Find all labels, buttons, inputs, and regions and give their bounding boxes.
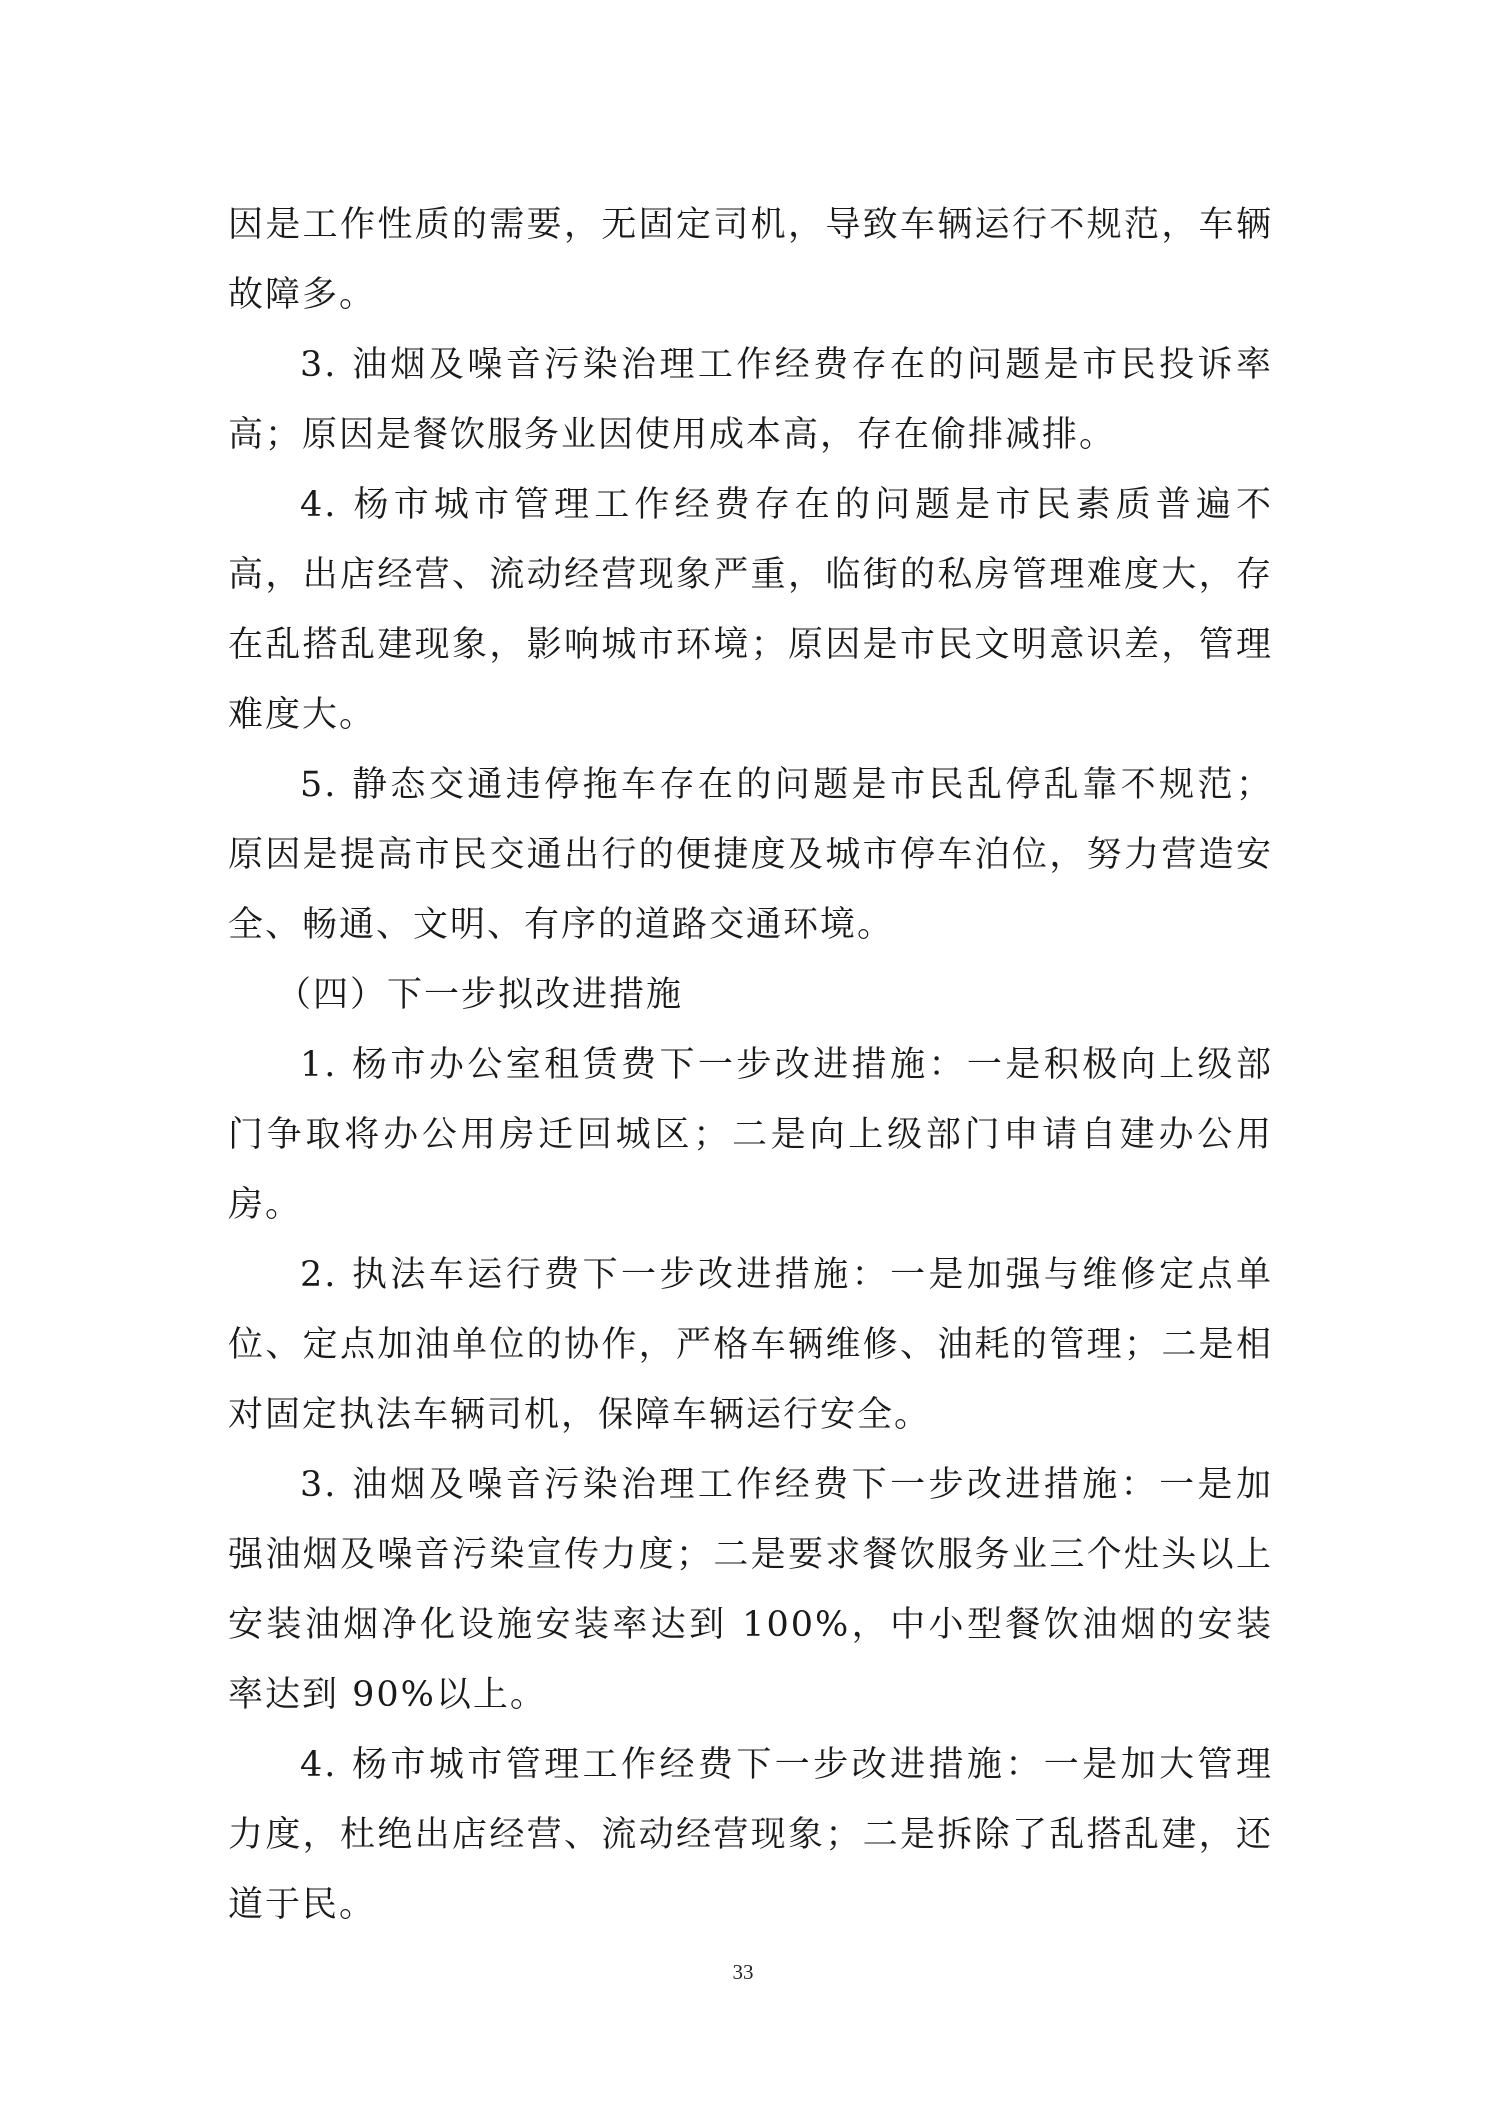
paragraph-measure-4: 4. 杨市城市管理工作经费下一步改进措施：一是加大管理力度，杜绝出店经营、流动经营现象；二是拆除了乱搭乱建，还道于民。: [228, 1745, 1273, 1925]
page-number: 33: [732, 1960, 754, 1984]
paragraph-item-3-problem: 3. 油烟及噪音污染治理工作经费存在的问题是市民投诉率高；原因是餐饮服务业因使用成本高，存在偷排减排。: [228, 345, 1273, 455]
paragraph-measure-3: 3. 油烟及噪音污染治理工作经费下一步改进措施：一是加强油烟及噪音污染宣传力度；二是要求餐饮服务业三个灶头以上安装油烟净化设施安装率达到 100%，中小型餐饮油烟的安装率达到 90%以上。: [228, 1465, 1273, 1715]
section-heading: （四）下一步拟改进措施: [276, 975, 684, 1015]
paragraph-measure-1: 1. 杨市办公室租赁费下一步改进措施：一是积极向上级部门争取将办公用房迁回城区；二是向上级部门申请自建办公用房。: [228, 1045, 1273, 1225]
paragraph-item-4-problem: 4. 杨市城市管理工作经费存在的问题是市民素质普遍不高，出店经营、流动经营现象严重，临街的私房管理难度大，存在乱搭乱建现象，影响城市环境；原因是市民文明意识差，管理难度大。: [228, 485, 1273, 735]
paragraph-continuation: 因是工作性质的需要，无固定司机，导致车辆运行不规范，车辆故障多。: [228, 205, 1273, 315]
paragraph-measure-2: 2. 执法车运行费下一步改进措施：一是加强与维修定点单位、定点加油单位的协作，严格车辆维修、油耗的管理；二是相对固定执法车辆司机，保障车辆运行安全。: [228, 1255, 1273, 1435]
document-body: [228, 190, 1273, 1940]
paragraph-item-5-problem: 5. 静态交通违停拖车存在的问题是市民乱停乱靠不规范；原因是提高市民交通出行的便捷度及城市停车泊位，努力营造安全、畅通、文明、有序的道路交通环境。: [228, 765, 1273, 945]
